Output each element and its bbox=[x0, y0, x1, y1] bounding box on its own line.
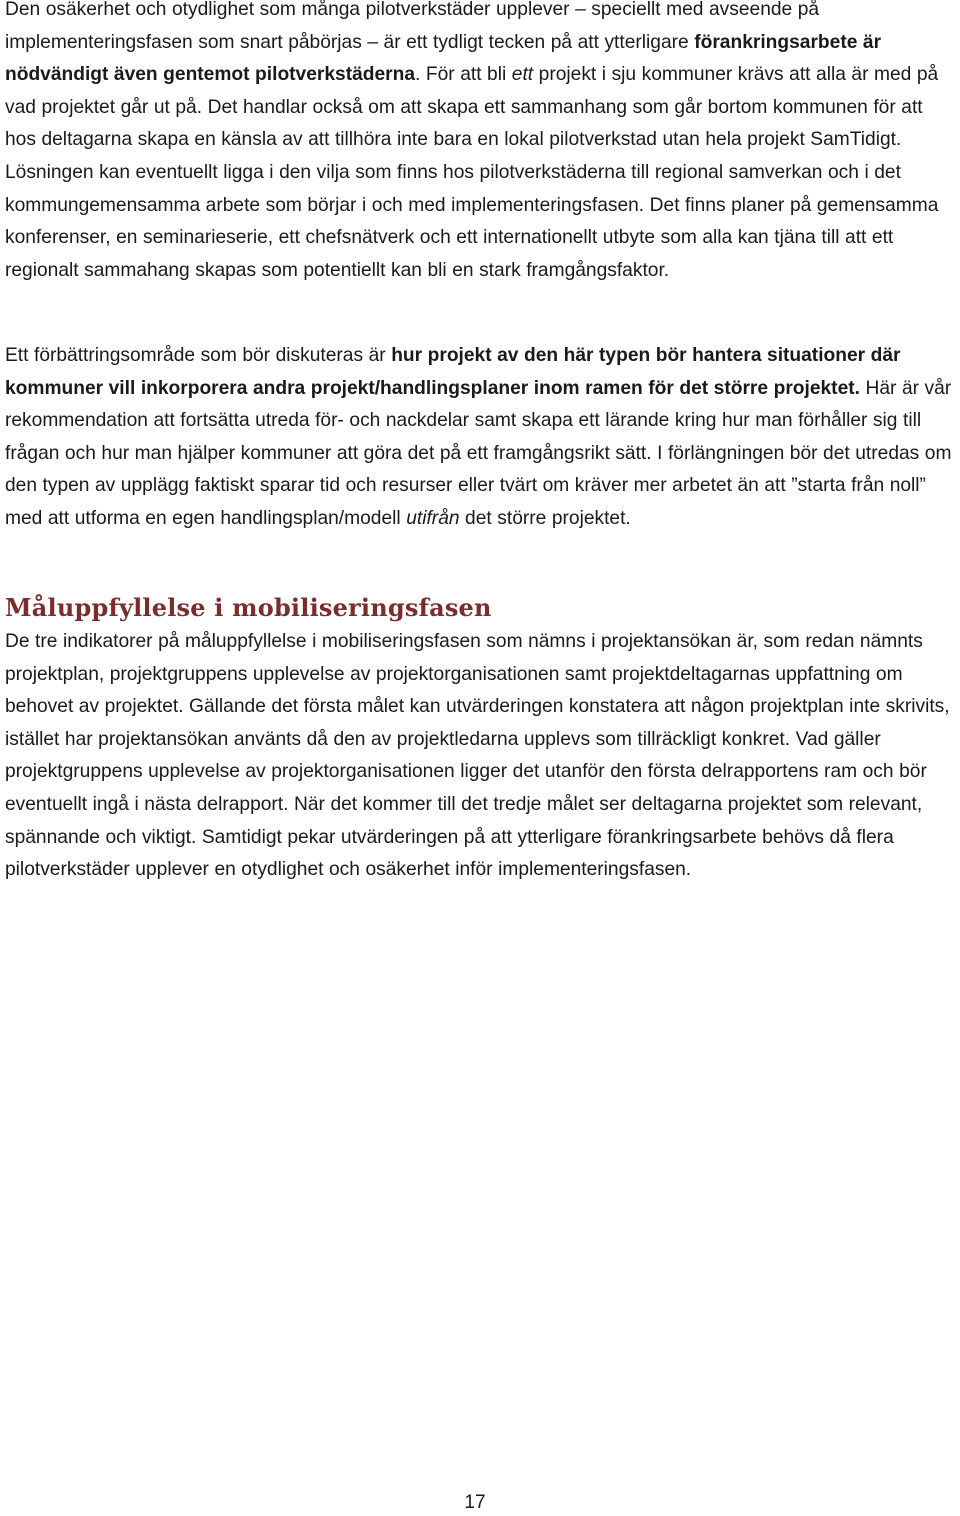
paragraph-1-bold-anchoring: förankringsarbete är nödvändigt även gentemot pilotverkstäderna bbox=[5, 31, 882, 86]
paragraph-2-text-2: Här är vår rekommendation att fortsätta utreda för- och nackdelar samt skapa ett lärande kring hur man förhåller sig till frågan och hur man hjälper kommuner att göra det på ett framgångsrikt sätt. I förlängningen bör det utredas om den typen av upplägg faktiskt sparar tid och resurser eller tvärt om kräver mer arbetet än att ”starta från noll” med att utforma en egen handlingsplan/modell bbox=[5, 377, 952, 529]
paragraph-goal-fulfillment: De tre indikatorer på måluppfyllelse i mobiliseringsfasen som nämns i projektansökan är, som redan nämnts projektplan, projektgruppens upplevelse av projektorganisationen samt projektdeltagarnas uppfattning om behovet av projektet. Gällande det första målet kan utvärderingen konstatera att någon projektplan inte skrivits, istället har projektansökan använts då den av projektledarna upplevs som tillräckligt konkret. Vad gäller projektgruppens upplevelse av projektorganisationen ligger det utanför den första delrapportens ram och bör eventuellt ingå i nästa delrapport. När det kommer till det tredje målet ser deltagarna projektet som relevant, spännande och viktigt. Samtidigt pekar utvärderingen på att ytterligare förankringsarbete behövs då flera pilotverkstäder upplever en otydlighet och osäkerhet inför implementeringsfasen. bbox=[5, 631, 950, 881]
paragraph-1-text-1: Den osäkerhet och otydlighet som många pilotverkstäder upplever – speciellt med avseende på implementeringsfasen som snart påbörjas – är ett tydligt tecken på att ytterligare bbox=[5, 0, 820, 53]
paragraph-2-text-3: det större projektet. bbox=[459, 507, 631, 529]
paragraph-improvement-area bbox=[5, 340, 957, 536]
paragraph-1-text-2: . För att bli bbox=[415, 64, 512, 86]
paragraph-2-text-1: Ett förbättringsområde som bör diskuteras är bbox=[5, 345, 392, 366]
paragraph-1-text-3: projekt i sju kommuner krävs att alla är med på vad projektet går ut på. Det handlar också om att skapa ett sammanhang som går bortom kommunen för att hos deltagarna skapa en känsla av att tillhöra inte bara en lokal pilotverkstad utan hela projekt SamTidigt. Lösningen kan eventuellt ligga i den vilja som finns hos pilotverkstäderna till regional samverkan och i det kommungemensamma arbete som börjar i och med implementeringsfasen. Det finns planer på gemensamma konferenser, en seminarieserie, ett chefsnätverk och ett internationellt utbyte som alla kan tjäna till att ett regionalt sammahang skapas som potentiellt kan bli en stark framgångsfaktor. bbox=[5, 64, 939, 281]
page-number: 17 bbox=[464, 1492, 486, 1513]
paragraph-2-italic-utifran: utifrån bbox=[406, 507, 460, 529]
paragraph-1-italic-ett: ett bbox=[511, 64, 534, 86]
paragraph-pilot-workshops bbox=[5, 0, 957, 287]
section-heading: Måluppfyllelse i mobiliseringsfasen bbox=[5, 593, 492, 622]
paragraph-2-bold-question: hur projekt av den här typen bör hantera situationer där kommuner vill inkorporera andra projekt/handlingsplaner inom ramen för det större projektet. bbox=[5, 345, 901, 399]
